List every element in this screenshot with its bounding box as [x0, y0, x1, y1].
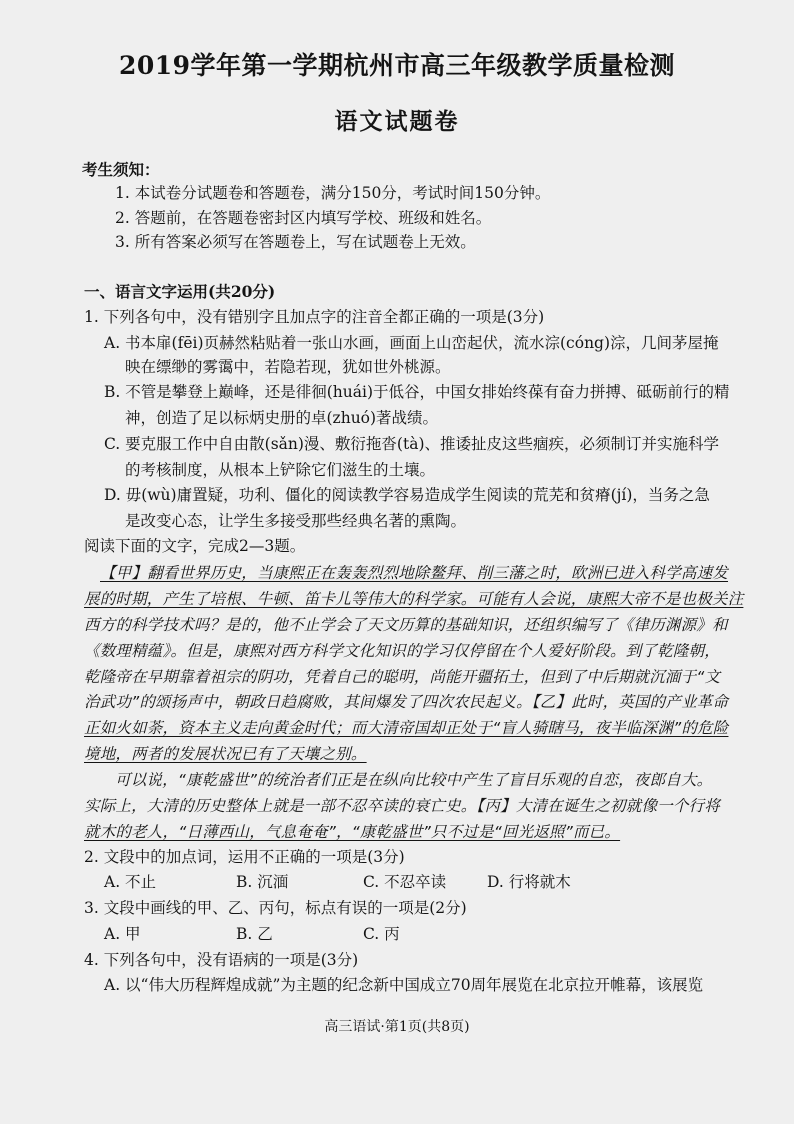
- passage-line: 西方的科学技术吗？是的，他不止学会了天文历算的基础知识，还组织编写了《律历渊源》和: [84, 616, 728, 634]
- q1-stem: 1. 下列各句中，没有错别字且加点字的注音全都正确的一项是(3分): [84, 308, 545, 326]
- q1-option-d-line-1: D. 毋(wù)庸置疑，功利、僵化的阅读教学容易造成学生阅读的荒芜和贫瘠(jí)，当务之急: [104, 486, 710, 504]
- q1-option-a-line-1: A. 书本扉(fēi)页赫然粘贴着一张山水画，画面上山峦起伏，流水淙(cóng)淙，几间茅屋掩: [104, 334, 719, 352]
- q2-option-c: C. 不忍卒读: [363, 873, 447, 891]
- notice-item-1: 1. 本试卷分试题卷和答题卷，满分150分，考试时间150分钟。: [115, 184, 551, 202]
- passage-line: 就木的老人，“日薄西山，气息奄奄”，“康乾盛世”只不过是“回光返照”而已。: [84, 823, 621, 841]
- q3-option-a: A. 甲: [104, 925, 141, 943]
- exam-subtitle: 语文试题卷: [334, 108, 460, 135]
- q2-stem: 2. 文段中的加点词，运用不正确的一项是(3分): [84, 848, 405, 866]
- q2-option-b: B. 沉湎: [236, 873, 289, 891]
- q1-option-b-line-1: B. 不管是攀登上巅峰，还是徘徊(huái)于低谷，中国女排始终葆有奋力拼搏、砥砺前行的精: [104, 383, 730, 401]
- q3-option-c: C. 丙: [363, 925, 400, 943]
- passage-line: 《数理精蕴》。但是，康熙对西方科学文化知识的学习仅停留在个人爱好阶段。到了乾隆朝，: [84, 642, 720, 660]
- exam-title: 2019学年第一学期杭州市高三年级教学质量检测: [118, 51, 676, 80]
- q1-option-c-line-1: C. 要克服工作中自由散(sǎn)漫、敷衍拖沓(tà)、推诿扯皮这些痼疾，必须制订并实施科学: [104, 435, 719, 453]
- q4-stem: 4. 下列各句中，没有语病的一项是(3分): [84, 951, 359, 969]
- section-1-heading: 一、语言文字运用(共20分): [84, 282, 276, 301]
- passage-line: 境地，两者的发展状况已有了天壤之别。: [84, 745, 367, 763]
- passage-line: 实际上，大清的历史整体上就是一部不忍卒读的衰亡史。【丙】大清在诞生之初就像一个行将: [84, 797, 720, 815]
- q4-option-a-line-1: A. 以“伟大历程辉煌成就”为主题的纪念新中国成立70周年展览在北京拉开帷幕，该展览: [104, 976, 704, 994]
- q2-option-d: D. 行将就木: [487, 873, 571, 891]
- passage-line: 【甲】翻看世界历史，当康熙正在轰轰烈烈地除鳌拜、削三藩之时，欧洲已进入科学高速发: [100, 564, 729, 582]
- notice-item-3: 3. 所有答案必须写在答题卷上，写在试题卷上无效。: [115, 233, 476, 251]
- reading-intro: 阅读下面的文字，完成2—3题。: [84, 537, 306, 555]
- q3-stem: 3. 文段中画线的甲、乙、丙句，标点有误的一项是(2分): [84, 899, 467, 917]
- notice-item-2: 2. 答题前，在答题卷密封区内填写学校、班级和姓名。: [115, 209, 492, 227]
- q1-option-b-line-2: 神，创造了足以标炳史册的卓(zhuó)著战绩。: [125, 409, 439, 427]
- q1-option-d-line-2: 是改变心态，让学生多接受那些经典名著的熏陶。: [125, 512, 467, 530]
- q1-option-a-line-2: 映在缥缈的雾霭中，若隐若现，犹如世外桃源。: [125, 358, 451, 376]
- passage-line: 可以说，“康乾盛世”的统治者们正是在纵向比较中产生了盲目乐观的自恋，夜郎自大。: [115, 771, 713, 789]
- passage-line: 正如火如荼，资本主义走向黄金时代；而大清帝国却正处于“盲人骑瞎马，夜半临深渊”的危险: [84, 719, 729, 737]
- q1-option-c-line-2: 的考核制度，从根本上铲除它们滋生的土壤。: [125, 461, 436, 479]
- passage-line: 乾隆帝在早期靠着祖宗的阴功，凭着自己的聪明，尚能开疆拓土，但到了中后期就沉湎于“文: [84, 668, 721, 686]
- page-footer: 高三语试·第1页(共8页): [324, 1019, 470, 1035]
- q2-option-a: A. 不止: [104, 873, 157, 891]
- notice-heading: 考生须知：: [82, 160, 160, 179]
- passage-line: 展的时期，产生了培根、牛顿、笛卡儿等伟大的科学家。可能有人会说，康熙大帝不是也极关注: [84, 590, 744, 608]
- q3-option-b: B. 乙: [236, 925, 273, 943]
- passage-line: 治武功”的颂扬声中，朝政日趋腐败，其间爆发了四次农民起义。【乙】此时，英国的产业革命: [84, 693, 729, 711]
